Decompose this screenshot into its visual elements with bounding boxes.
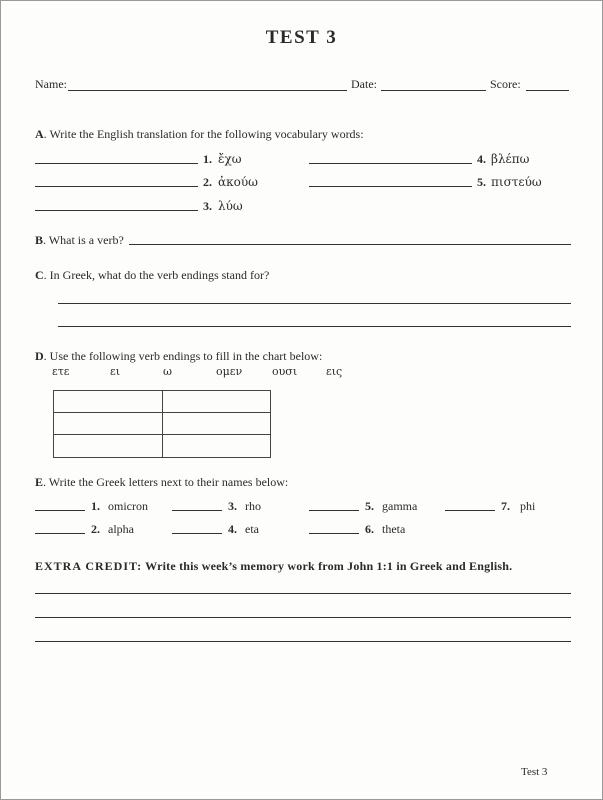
- section-d-text: . Use the following verb endings to fill in the chart below:: [43, 349, 323, 363]
- vocab-5-word: πιστεύω: [491, 175, 542, 189]
- vocab-2-blank[interactable]: [35, 186, 198, 187]
- section-a-instruction: [35, 127, 364, 142]
- letter-3-name: rho: [245, 499, 261, 513]
- extra-credit-lead: EXTRA CREDIT:: [35, 559, 143, 573]
- chart-column-divider: [162, 391, 163, 457]
- letter-6-number: 6.: [365, 522, 374, 536]
- date-blank[interactable]: [381, 90, 486, 91]
- section-b-question: [35, 233, 124, 248]
- vocab-1-word: ἔχω: [218, 152, 242, 166]
- letter-3-number: 3.: [228, 499, 237, 513]
- section-c-question: [35, 268, 269, 283]
- verb-ending: ετε: [52, 365, 70, 378]
- verb-ending-chart: [53, 390, 271, 458]
- vocab-2-word: ἀκούω: [218, 175, 258, 189]
- extra-credit-heading: [35, 559, 512, 574]
- vocab-1-blank[interactable]: [35, 163, 198, 164]
- letter-5-number: 5.: [365, 499, 374, 513]
- section-e-letter: E: [35, 475, 44, 489]
- vocab-3-number: 3.: [203, 199, 212, 213]
- name-label: Name:: [35, 77, 67, 91]
- letter-7-number: 7.: [501, 499, 510, 513]
- letter-5-name: gamma: [382, 499, 418, 513]
- letter-5-blank[interactable]: [309, 510, 359, 511]
- section-b-answer-line[interactable]: [129, 244, 571, 245]
- verb-ending: εις: [326, 365, 343, 378]
- extra-credit-line-2[interactable]: [35, 617, 571, 618]
- vocab-4-blank[interactable]: [309, 163, 472, 164]
- verb-ending: ω: [163, 365, 172, 378]
- date-label: Date:: [351, 77, 377, 91]
- vocab-5-blank[interactable]: [309, 186, 472, 187]
- letter-6-blank[interactable]: [309, 533, 359, 534]
- extra-credit-line-3[interactable]: [35, 641, 571, 642]
- vocab-2-number: 2.: [203, 175, 212, 189]
- verb-ending: ομεν: [216, 365, 243, 378]
- letter-1-name: omicron: [108, 499, 148, 513]
- letter-2-number: 2.: [91, 522, 100, 536]
- section-b-text: . What is a verb?: [43, 233, 124, 247]
- letter-7-blank[interactable]: [445, 510, 495, 511]
- section-c-letter: C: [35, 268, 44, 282]
- letter-3-blank[interactable]: [172, 510, 222, 511]
- section-e-text: . Write the Greek letters next to their names below:: [43, 475, 289, 489]
- section-c-answer-line-1[interactable]: [58, 303, 571, 304]
- section-b-letter: B: [35, 233, 44, 247]
- verb-ending: ουσι: [272, 365, 298, 378]
- letter-1-number: 1.: [91, 499, 100, 513]
- letter-4-number: 4.: [228, 522, 237, 536]
- vocab-1-number: 1.: [203, 152, 212, 166]
- page-title: TEST 3: [265, 27, 338, 48]
- letter-7-name: phi: [520, 499, 536, 513]
- vocab-4-number: 4.: [477, 152, 486, 166]
- extra-credit-line-1[interactable]: [35, 593, 571, 594]
- section-a-letter: A: [35, 127, 44, 141]
- section-a-text: . Write the English translation for the following vocabulary words:: [43, 127, 364, 141]
- section-d-letter: D: [35, 349, 44, 363]
- extra-credit-text: Write this week’s memory work from John 1:1 in Greek and English.: [145, 559, 513, 573]
- vocab-4-word: βλέπω: [491, 152, 530, 166]
- verb-ending: ει: [110, 365, 121, 378]
- letter-2-name: alpha: [108, 522, 134, 536]
- footer-page-label: Test 3: [521, 766, 548, 778]
- section-c-answer-line-2[interactable]: [58, 326, 571, 327]
- score-label: Score:: [490, 77, 521, 91]
- section-c-text: . In Greek, what do the verb endings stand for?: [43, 268, 270, 282]
- vocab-5-number: 5.: [477, 175, 486, 189]
- letter-4-name: eta: [245, 522, 259, 536]
- letter-2-blank[interactable]: [35, 533, 85, 534]
- score-blank[interactable]: [526, 90, 569, 91]
- section-e-instruction: [35, 475, 288, 490]
- letter-1-blank[interactable]: [35, 510, 85, 511]
- name-blank[interactable]: [68, 90, 347, 91]
- letter-4-blank[interactable]: [172, 533, 222, 534]
- vocab-3-blank[interactable]: [35, 210, 198, 211]
- letter-6-name: theta: [382, 522, 406, 536]
- vocab-3-word: λύω: [218, 199, 243, 213]
- section-d-instruction: [35, 349, 322, 364]
